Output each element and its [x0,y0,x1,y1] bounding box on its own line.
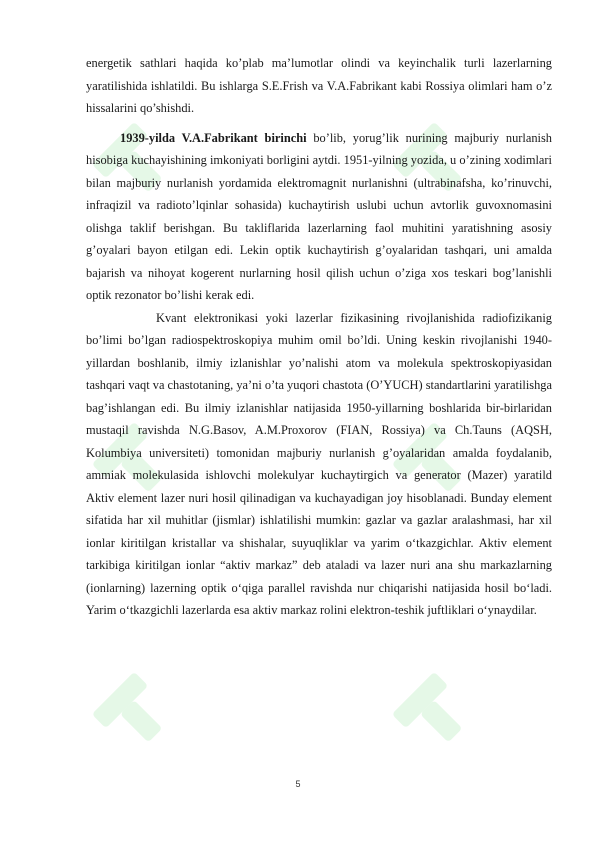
watermark-mark [392,672,477,757]
page-body [86,52,552,622]
paragraph-2 [86,127,552,307]
paragraph-3: Kvant elektronikasi yoki lazerlar fizikasining rivojlanishida radiofizikanig bo’limi bo’lgan radiospektroskopiya muhim omil bo’ldi. Uning keskin rivojlanishi 1940-yillardan boshlanib, ilmiy izlanishlar yo’nalishi atom va molekula spektroskopiyasidan tashqari vaqt va chastotaning, ya’ni o’ta yuqori chastota (O’YUCH) standartlarini yaratilishga bag’ishlangan edi. Bu ilmiy izlanishlar natijasida 1950-yillarning boshlarida bir-birlaridan mustaqil ravishda N.G.Basov, A.M.Proxorov (FIAN, Rossiya) va Ch.Tauns (AQSH, Kolumbiya universiteti) tomonidan majburiy nurlanish g’oyalaridan amalda foydalanib, ammiak molekulasida ishlovchi molekulyar kuchaytirgich va generator (Mazer) yaratild Aktiv element lazer nuri hosil qilinadigan va kuchayadigan joy hisoblanadi. Bunday element sifatida har xil muhitlar (jismlar) ishlatilishi mumkin: gazlar va gazlar aralashmasi, har xil ionlar kiritilgan kristallar va shishalar, suyuqliklar va yarim o‘tkazgichlar. Aktiv element tarkibiga kiritilgan ionlar “aktiv markaz” deb ataladi va lazer nuri ana shu markazlarning (ionlarning) lazerning optik o‘qiga parallel ravishda nur chiqarishi natijasida hosil bo‘ladi. Yarim o‘tkazgichli lazerlarda esa aktiv markaz rolini elektron-teshik juftliklari o‘ynaydilar. [86,310,553,617]
paragraph-2-text: bo’lib, yorug’lik nurining majburiy nurlanish hisobiga kuchayishining imkoniyati borligini aytdi. 1951-yilning yozida, u o’zining xodimlari bilan majburiy nurlanish yordamida elektromagnit nurlanishni (ultrabinafsha, ko’rinuvchi, infraqizil va radioto’lqinlar sohasida) kuchaytirish uslubi uchun avtorlik guvoxnomasini olishga taklif berishgan. Bu takliflarida lazerlarning faol muhitini yaratishning asosiy g’oyalari bayon etilgan edi. Lekin optik kuchaytirish g’oyalaridan tashqari, uni amalda bajarish va nihoyat kogerent nurlarning hosil qilish uchun o’ziga xos teskari bog’lanishli optik rezonator bo’lishi kerak edi. [86,130,552,302]
page-number: 5 [295,779,301,789]
paragraph-2-bold-lead: 1939-yilda V.A.Fabrikant birinchi [120,130,307,145]
paragraph-1: energetik sathlari haqida ko’plab ma’lumotlar olindi va keyinchalik turli lazerlarning yaratilishida ishlatildi. Bu ishlarga S.E.Frish va V.A.Fabrikant kabi Rossiya olimlari ham o’z hissalarini qo’shishdi. [86,56,552,115]
watermark-mark [92,672,177,757]
